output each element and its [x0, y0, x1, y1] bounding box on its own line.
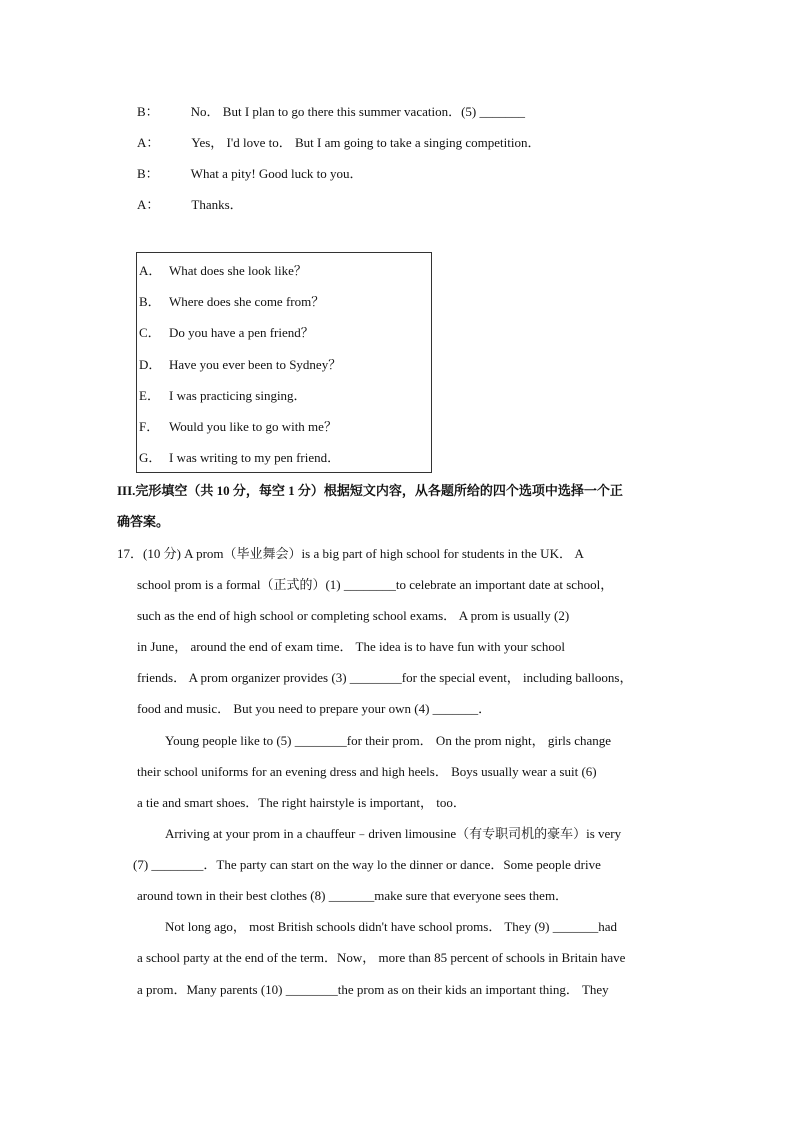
passage-line-3: such as the end of high school or completing school exams． A prom is usually (2)	[137, 608, 570, 623]
passage-line-4: in June， around the end of exam time． The idea is to have fun with your school	[137, 639, 565, 654]
dialogue-line-4	[137, 196, 243, 214]
option-key: E．	[139, 388, 160, 403]
passage-line-10: Arriving at your prom in a chauffeur﹣driven limousine（有专职司机的豪车）is very	[165, 826, 622, 841]
option-text: What does she look like？	[169, 263, 307, 278]
dialogue-line-1	[137, 103, 525, 121]
dialogue-line-3	[137, 165, 363, 183]
option-text: I was writing to my pen friend．	[169, 450, 341, 465]
passage-line-15: a prom．Many parents (10) ________the prom as on their kids an important thing． They	[137, 982, 609, 997]
section-heading-cont: 确答案。	[117, 514, 170, 529]
passage-line-12: around town in their best clothes (8) _______make sure that everyone sees them．	[137, 888, 569, 903]
option-text: Have you ever been to Sydney？	[169, 357, 342, 372]
passage-line-1: 17．(10 分) A prom（毕业舞会）is a big part of high school for students in the UK． A	[117, 546, 584, 561]
option-f	[139, 418, 337, 436]
option-key: D．	[139, 357, 162, 372]
section-heading: III.完形填空（共 10 分，每空 1 分）根据短文内容，从各题所给的四个选项中选择一个正	[117, 483, 623, 498]
option-text: Would you like to go with me？	[169, 419, 337, 434]
option-text: I was practicing singing．	[169, 388, 307, 403]
passage-line-9: a tie and smart shoes．The right hairstyle is important， too．	[137, 795, 466, 810]
speaker-label: A：	[137, 197, 160, 212]
passage-line-7: Young people like to (5) ________for their prom． On the prom night， girls change	[165, 733, 612, 748]
dialogue-text: Yes， I'd love to． But I am going to take a singing competition．	[191, 135, 541, 150]
option-c	[139, 324, 314, 342]
option-b	[139, 293, 324, 311]
passage-line-8: their school uniforms for an evening dress and high heels． Boys usually wear a suit (6)	[137, 764, 597, 779]
dialogue-text: What a pity! Good luck to you．	[190, 166, 363, 181]
option-text: Do you have a pen friend？	[169, 325, 314, 340]
passage-line-5: friends． A prom organizer provides (3) ________for the special event， including balloons，	[137, 670, 633, 685]
passage-line-14: a school party at the end of the term．Now， more than 85 percent of schools in Britain have	[137, 950, 626, 965]
option-text: Where does she come from？	[169, 294, 325, 309]
speaker-label: A：	[137, 135, 160, 150]
speaker-label: B：	[137, 104, 159, 119]
option-key: A．	[139, 263, 162, 278]
option-key: C．	[139, 325, 161, 340]
passage-line-11: (7) ________．The party can start on the way lo the dinner or dance．Some people drive	[133, 857, 601, 872]
passage-line-13: Not long ago， most British schools didn't have school proms． They (9) _______had	[165, 919, 618, 934]
option-d	[139, 356, 341, 374]
passage-line-2: school prom is a formal（正式的）(1) ________to celebrate an important date at school，	[137, 577, 614, 592]
option-g	[139, 449, 340, 467]
dialogue-text: No． But I plan to go there this summer vacation．(5) _______	[190, 104, 526, 119]
options-box	[136, 252, 432, 473]
passage-line-6: food and music． But you need to prepare your own (4) _______．	[137, 701, 492, 716]
option-a	[139, 262, 307, 280]
option-key: G．	[139, 450, 162, 465]
dialogue-line-2	[137, 134, 541, 152]
option-key: F．	[139, 419, 160, 434]
option-e	[139, 387, 307, 405]
speaker-label: B：	[137, 166, 159, 181]
option-key: B．	[139, 294, 161, 309]
dialogue-text: Thanks．	[191, 197, 243, 212]
